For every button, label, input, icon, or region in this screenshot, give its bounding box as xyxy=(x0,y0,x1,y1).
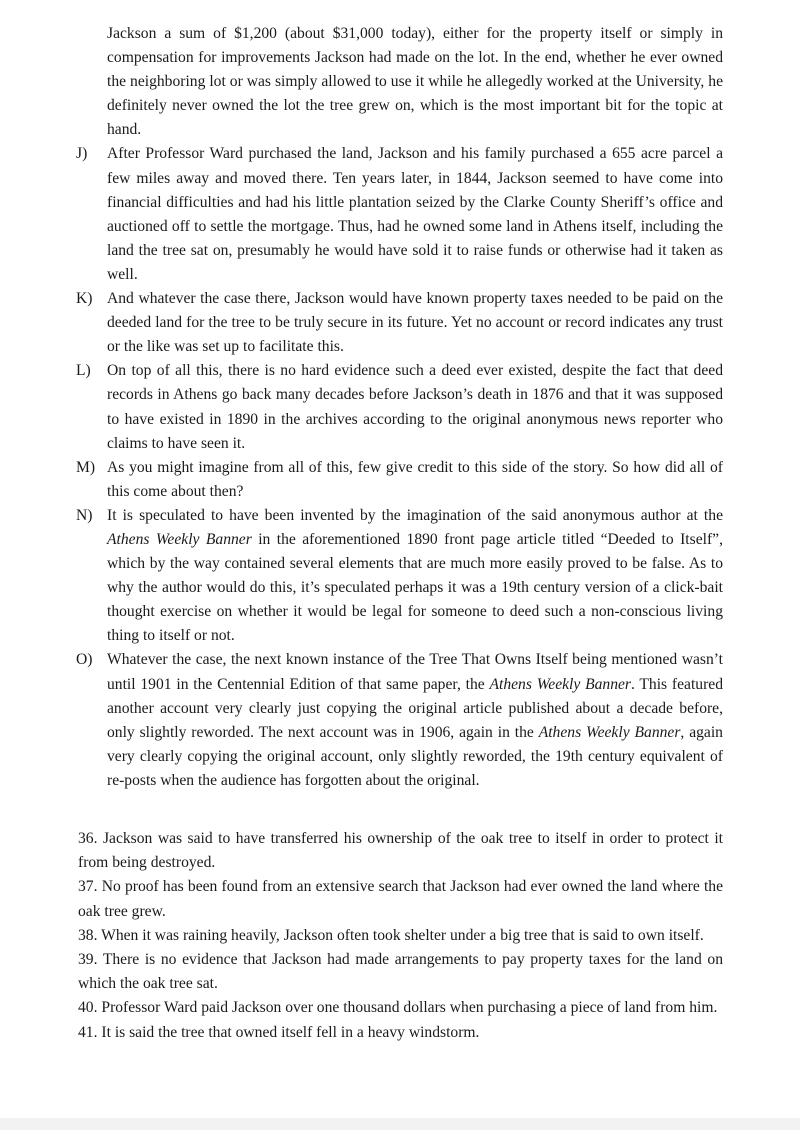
paragraph-continuation: Jackson a sum of $1,200 (about $31,000 today), either for the property itself or simply in compensation for improvements Jackson had made on the lot. In the end, whether he ever owned the neighboring lot or was simply allowed to use it while he allegedly worked at the University, he definitely never owned the lot the tree grew on, which is the most important bit for the topic at hand. xyxy=(107,25,723,139)
paragraph-l xyxy=(76,359,723,455)
paragraph-label: M) xyxy=(76,458,96,476)
paragraph-o xyxy=(76,648,723,793)
question-41: 41. It is said the tree that owned itself fell in a heavy windstorm. xyxy=(78,1023,480,1041)
paragraph-text: And whatever the case there, Jackson would have known property taxes needed to be paid on the deeded land for the tree to be truly secure in its future. Yet no account or record indicates any trust or the like was set up to facilitate this. xyxy=(107,290,723,356)
paragraph-text: On top of all this, there is no hard evidence such a deed ever existed, despite the fact that deed records in Athens go back many decades before Jackson’s death in 1876 and that it was supposed to have existed in 1890 in the archives according to the original anonymous news reporter who claims to have seen it. xyxy=(107,362,723,452)
page-bottom-edge xyxy=(0,1118,800,1130)
question-list xyxy=(78,827,723,1045)
paragraph-label: J) xyxy=(76,145,88,163)
paragraph-text: . This featured another account very clearly just copying the original article published about a decade before, only slightly reworded. The next account was in 1906, again in the xyxy=(107,675,723,741)
paragraph-text: in the aforementioned 1890 front page article titled “Deeded to Itself”, which by the way contained several elements that are much more easily proved to be false. As to why the author would do this, it’s speculated perhaps it was a 19th century version of a click-bait thought exercise on whether it would be legal for someone to deed such a non-conscious living thing to itself or not. xyxy=(107,530,723,645)
paragraph-j xyxy=(76,142,723,287)
paragraph-n xyxy=(76,504,723,649)
newspaper-title: Athens Weekly Banner xyxy=(107,530,252,548)
question-39: 39. There is no evidence that Jackson had made arrangements to pay property taxes for the land on which the oak tree sat. xyxy=(78,951,723,993)
question-37: 37. No proof has been found from an extensive search that Jackson had ever owned the land where the oak tree grew. xyxy=(78,878,723,920)
paragraph-text: , again very clearly copying the original account, only slightly reworded, the 19th century equivalent of re-posts when the audience has forgotten about the original. xyxy=(107,723,723,789)
paragraph-k xyxy=(76,287,723,359)
newspaper-title: Athens Weekly Banner xyxy=(538,723,681,741)
newspaper-title: Athens Weekly Banner xyxy=(489,675,631,693)
paragraph-text: As you might imagine from all of this, few give credit to this side of the story. So how did all of this come about then? xyxy=(107,458,723,500)
paragraph-text: It is speculated to have been invented by the imagination of the said anonymous author at the xyxy=(107,506,723,524)
question-40: 40. Professor Ward paid Jackson over one thousand dollars when purchasing a piece of land from him. xyxy=(78,999,718,1017)
paragraph-text: Whatever the case, the next known instance of the Tree That Owns Itself being mentioned wasn’t until 1901 in the Centennial Edition of that same paper, the xyxy=(107,651,723,693)
question-36: 36. Jackson was said to have transferred his ownership of the oak tree to itself in order to protect it from being destroyed. xyxy=(78,830,723,872)
question-38: 38. When it was raining heavily, Jackson often took shelter under a big tree that is said to own itself. xyxy=(78,926,704,944)
paragraph-label: N) xyxy=(76,506,93,524)
paragraph-label: L) xyxy=(76,362,91,380)
paragraph-text: After Professor Ward purchased the land, Jackson and his family purchased a 655 acre parcel a few miles away and moved there. Ten years later, in 1844, Jackson seemed to have come into financial difficulties and had his little plantation seized by the Clarke County Sheriff’s office and auctioned off to settle the mortgage. Thus, had he owned some land in Athens itself, including the land the tree sat on, presumably he would have sold it to raise funds or otherwise had it taken as well. xyxy=(107,145,723,283)
paragraph-label: K) xyxy=(76,290,93,308)
passage xyxy=(0,22,800,793)
paragraph-label: O) xyxy=(76,651,93,669)
paragraph-m xyxy=(76,456,723,504)
